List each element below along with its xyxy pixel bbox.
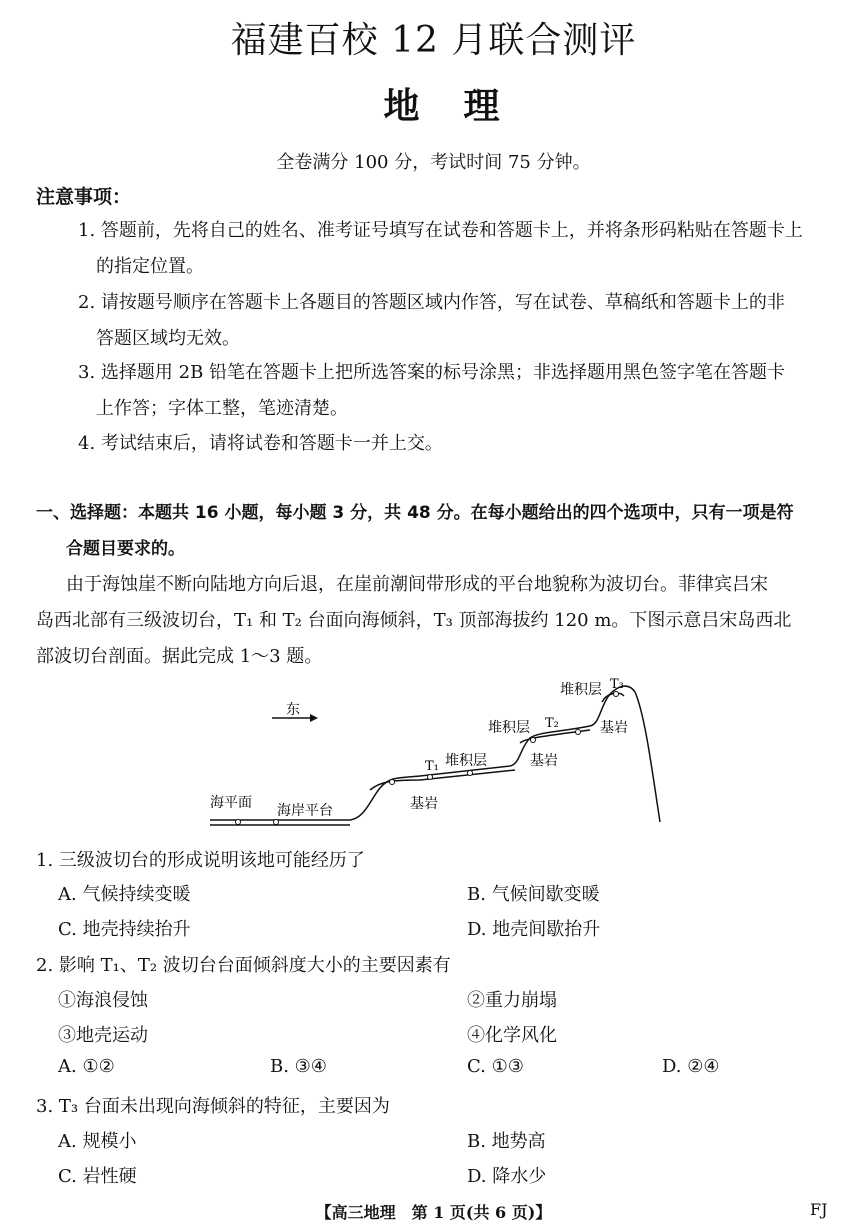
q1-option-b[interactable]: B. 气候间歇变暖 — [467, 884, 600, 905]
bedrock-label-3: 基岩 — [600, 720, 628, 736]
t3-label: T₃ — [610, 677, 624, 692]
section-heading-cont: 合题目要求的。 — [66, 539, 185, 559]
subject-title: 地理 — [383, 85, 544, 127]
full-mark-note: 全卷满分 100 分，考试时间 75 分钟。 — [276, 152, 591, 173]
q1-option-a[interactable]: A. 气候持续变暖 — [58, 884, 191, 905]
q2-option-d[interactable]: D. ②④ — [662, 1056, 720, 1077]
notice-heading: 注意事项： — [36, 186, 132, 208]
q1-option-c[interactable]: C. 地壳持续抬升 — [58, 919, 191, 940]
exam-title: 福建百校 12 月联合测评 — [230, 20, 637, 61]
q3-option-a[interactable]: A. 规模小 — [58, 1131, 137, 1152]
east-label: 东 — [286, 702, 300, 718]
t2-label: T₂ — [545, 716, 559, 731]
section-heading: 一、选择题：本题共 16 小题，每小题 3 分，共 48 分。在每小题给出的四个选项中，只有一项是符 — [36, 503, 794, 523]
q2-item-3: ③地壳运动 — [58, 1025, 148, 1046]
passage-line: 岛西北部有三级波切台，T₁ 和 T₂ 台面向海倾斜，T₃ 顶部海拔约 120 m。下图示意吕宋岛西北 — [36, 610, 792, 631]
q3-option-c[interactable]: C. 岩性硬 — [58, 1166, 137, 1187]
coastal-platform-label: 海岸平台 — [277, 803, 333, 819]
bedrock-label-2: 基岩 — [530, 753, 558, 769]
bedrock-label-1: 基岩 — [410, 796, 438, 812]
notice-line: 1. 答题前，先将自己的姓名、准考证号填写在试卷和答题卡上，并将条形码粘贴在答题卡上 — [78, 220, 803, 241]
deposit-label-t1: 堆积层 — [445, 753, 487, 769]
q2-item-1: ①海浪侵蚀 — [58, 990, 148, 1011]
region-code: FJ — [810, 1200, 828, 1219]
q2-item-2: ②重力崩塌 — [467, 990, 557, 1011]
page-footer: 【高三地理 第 1 页(共 6 页)】 — [315, 1203, 552, 1222]
sea-level-label: 海平面 — [210, 795, 252, 811]
q2-option-b[interactable]: B. ③④ — [270, 1056, 327, 1077]
passage-line: 部波切台剖面。据此完成 1～3 题。 — [36, 646, 323, 667]
east-arrow-head — [310, 714, 318, 722]
terrain-profile — [350, 686, 660, 822]
deposit-label-t2: 堆积层 — [488, 720, 530, 736]
q2-item-4: ④化学风化 — [467, 1025, 557, 1046]
question-1-stem: 1. 三级波切台的形成说明该地可能经历了 — [36, 850, 365, 871]
notice-line: 的指定位置。 — [96, 256, 204, 277]
notice-line: 2. 请按题号顺序在答题卡上各题目的答题区域内作答，写在试卷、草稿纸和答题卡上的非 — [78, 292, 785, 313]
notice-line: 3. 选择题用 2B 铅笔在答题卡上把所选答案的标号涂黑；非选择题用黑色签字笔在答题卡 — [78, 362, 786, 383]
notice-line: 上作答；字体工整，笔迹清楚。 — [96, 398, 348, 419]
t1-label: T₁ — [425, 759, 439, 774]
q3-option-d[interactable]: D. 降水少 — [467, 1166, 547, 1187]
q1-option-d[interactable]: D. 地壳间歇抬升 — [467, 919, 601, 940]
question-3-stem: 3. T₃ 台面未出现向海倾斜的特征，主要因为 — [36, 1096, 390, 1117]
question-2-stem: 2. 影响 T₁、T₂ 波切台台面倾斜度大小的主要因素有 — [36, 955, 451, 976]
notice-line: 4. 考试结束后，请将试卷和答题卡一并上交。 — [78, 433, 443, 454]
wave-cut-platform-profile — [0, 670, 867, 835]
notice-line: 答题区域均无效。 — [96, 328, 240, 349]
deposit-label-t3: 堆积层 — [560, 682, 602, 698]
q2-option-c[interactable]: C. ①③ — [467, 1056, 524, 1077]
passage-line: 由于海蚀崖不断向陆地方向后退，在崖前潮间带形成的平台地貌称为波切台。菲律宾吕宋 — [66, 574, 768, 595]
q2-option-a[interactable]: A. ①② — [58, 1056, 115, 1077]
q3-option-b[interactable]: B. 地势高 — [467, 1131, 546, 1152]
